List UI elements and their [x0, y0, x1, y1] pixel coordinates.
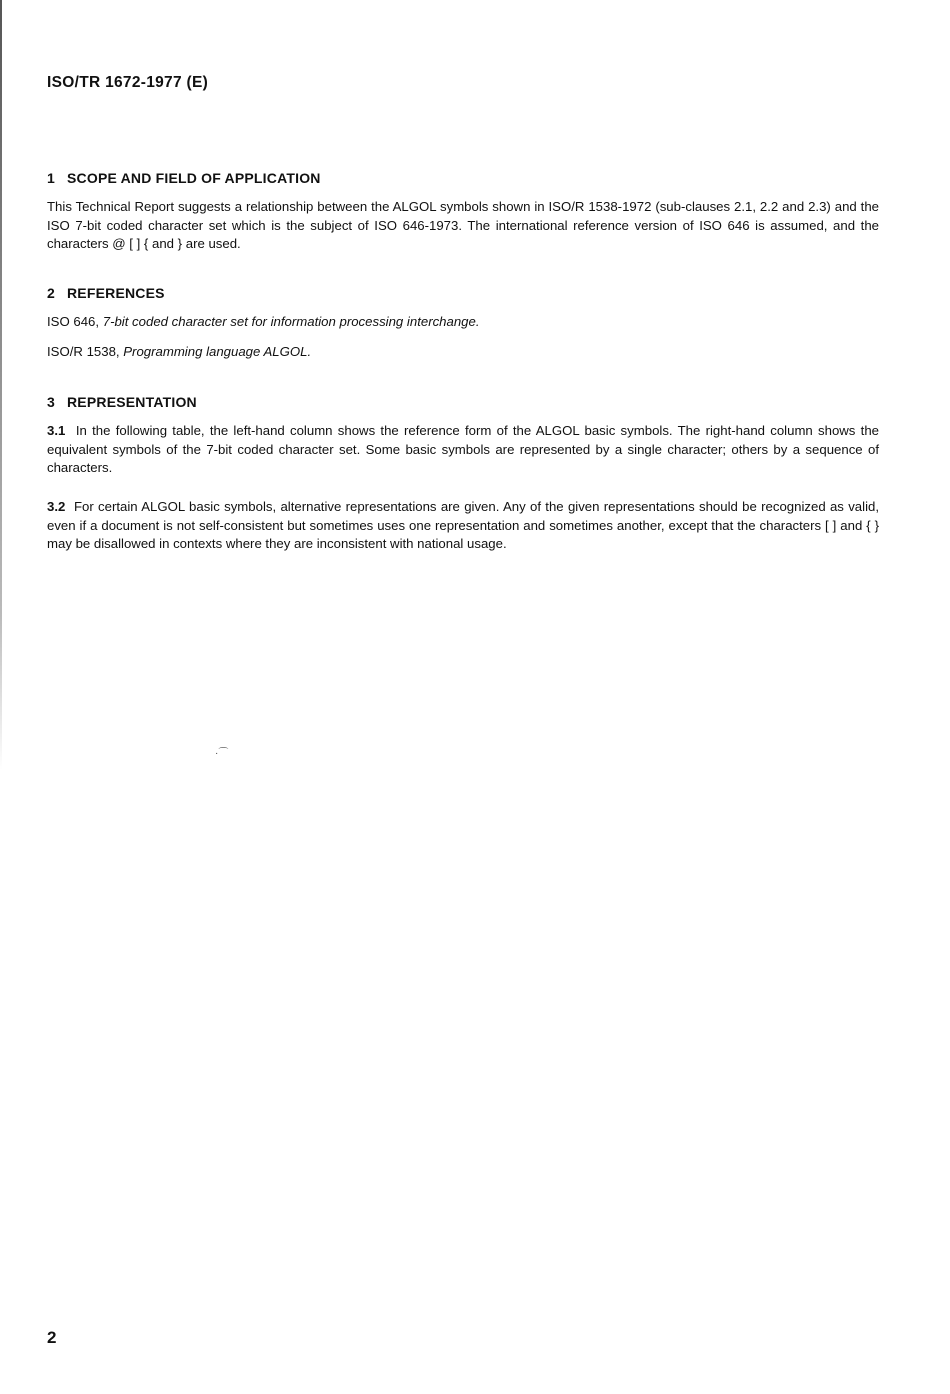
section-1-number: 1 — [47, 170, 55, 186]
section-3-heading — [47, 394, 197, 410]
subclause-3-1-paragraph — [47, 422, 879, 478]
section-3-number: 3 — [47, 394, 55, 410]
section-2-title: REFERENCES — [67, 285, 165, 301]
subclause-3-2-number: 3.2 — [47, 499, 66, 514]
section-1-title: SCOPE AND FIELD OF APPLICATION — [67, 170, 321, 186]
section-1-paragraph: This Technical Report suggests a relationship between the ALGOL symbols shown in ISO/R 1538-1972 (sub-clauses 2.1, 2.2 and 2.3) and the ISO 7-bit coded character set which is the subject of ISO 646-1973. The international reference version of ISO 646 is assumed, and the characters @ [ ] { and } are used. — [47, 199, 879, 251]
subclause-3-2-paragraph — [47, 498, 879, 554]
reference-iso-r-1538 — [47, 344, 311, 359]
subclause-3-2-text: For certain ALGOL basic symbols, alternative representations are given. Any of the given representations should be recognized as valid, even if a document is not self-consistent but sometimes uses one representation and sometimes another, except that the characters [ ] and { } may be disallowed in contexts where they are inconsistent with national usage. — [47, 499, 879, 551]
section-1-heading — [47, 170, 321, 186]
section-2-number: 2 — [47, 285, 55, 301]
reference-code: ISO/R 1538, — [47, 344, 120, 359]
reference-title: Programming language ALGOL. — [123, 344, 312, 359]
section-3-title: REPRESENTATION — [67, 394, 197, 410]
reference-code: ISO 646, — [47, 314, 100, 329]
scan-artifact-mark: ·⌒ — [215, 748, 229, 759]
scan-edge-line — [0, 0, 2, 770]
subclause-3-1-text: In the following table, the left-hand column shows the reference form of the ALGOL basic symbols. The right-hand column shows the equivalent symbols of the 7-bit coded character set. Some basic symbols are represented by a single character; others by a sequence of characters. — [47, 423, 879, 475]
document-id: ISO/TR 1672-1977 (E) — [47, 74, 209, 91]
subclause-3-1-number: 3.1 — [47, 423, 66, 438]
section-2-heading — [47, 285, 165, 301]
page-number: 2 — [47, 1328, 57, 1347]
reference-iso-646 — [47, 314, 480, 329]
reference-title: 7-bit coded character set for information processing interchange. — [102, 314, 480, 329]
